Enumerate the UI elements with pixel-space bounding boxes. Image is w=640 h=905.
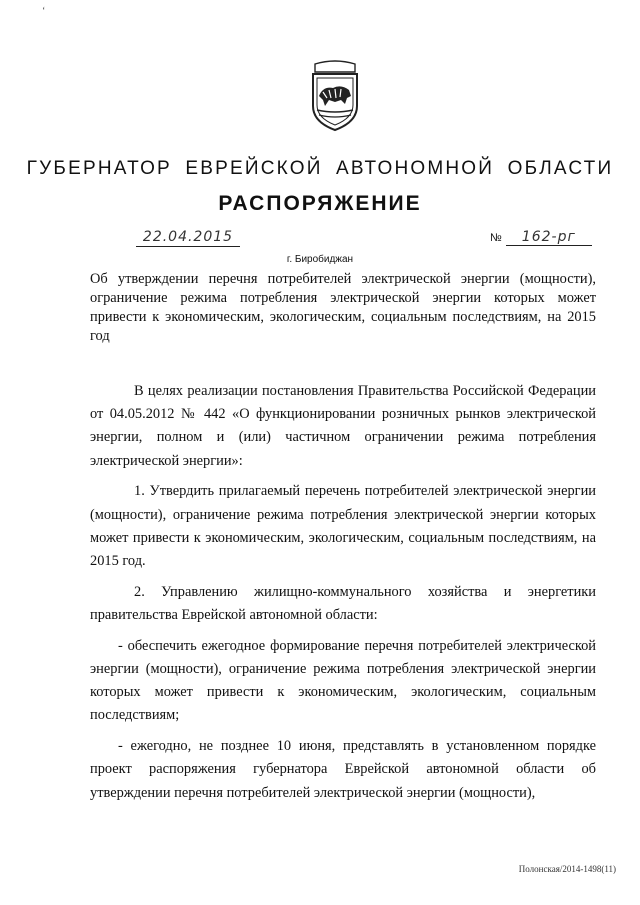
clause-1-paragraph: 1. Утвердить прилагаемый перечень потребителей электрической энергии (мощности), ограничение режима потребления электрической энергии которых может привести к экономическим, экологическим, социальным последствиям, на 2015 год.: [90, 483, 596, 570]
corner-mark: ‘: [42, 6, 46, 17]
document-number: [490, 228, 600, 246]
city-line: г. Биробиджан: [286, 254, 354, 265]
document-body: [90, 380, 596, 812]
document-date: [136, 228, 240, 247]
footer-reference: Полонская/2014-1498(11): [518, 864, 616, 874]
clause-2-paragraph: 2. Управлению жилищно-коммунального хозяйства и энергетики правительства Еврейской автономной области:: [90, 583, 596, 624]
number-label: №: [490, 232, 502, 244]
document-type: РАСПОРЯЖЕНИЕ: [218, 192, 422, 215]
number-value: 162-рг: [506, 229, 592, 246]
document-subject: Об утверждении перечня потребителей электрической энергии (мощности), ограничение режима потребления электрической энергии которых может привести к экономическим, экологическим, социальным последствиям, на 2015 год: [90, 271, 596, 344]
clause-2-item-2: - ежегодно, не позднее 10 июня, представлять в установленном порядке проект распоряжения губернатора Еврейской автономной области об утверждении перечня потребителей электрической энергии (мощности),: [90, 738, 596, 801]
preamble-paragraph: В целях реализации постановления Правительства Российской Федерации от 04.05.2012 № 442 «О функционировании розничных рынков электрической энергии, полном и (или) частичном ограничении режима потребления электрической энергии»:: [90, 383, 596, 469]
date-value: 22.04.2015: [142, 229, 234, 245]
authority-title: ГУБЕРНАТОР ЕВРЕЙСКОЙ АВТОНОМНОЙ ОБЛАСТИ: [26, 158, 614, 179]
clause-2-item-1: - обеспечить ежегодное формирование перечня потребителей электрической энергии (мощности), ограничение режима потребления электрической энергии которых может привести к экономическим, экологическим, социальным последствиям;: [90, 637, 596, 724]
coat-of-arms-tiger-icon: [309, 60, 361, 132]
